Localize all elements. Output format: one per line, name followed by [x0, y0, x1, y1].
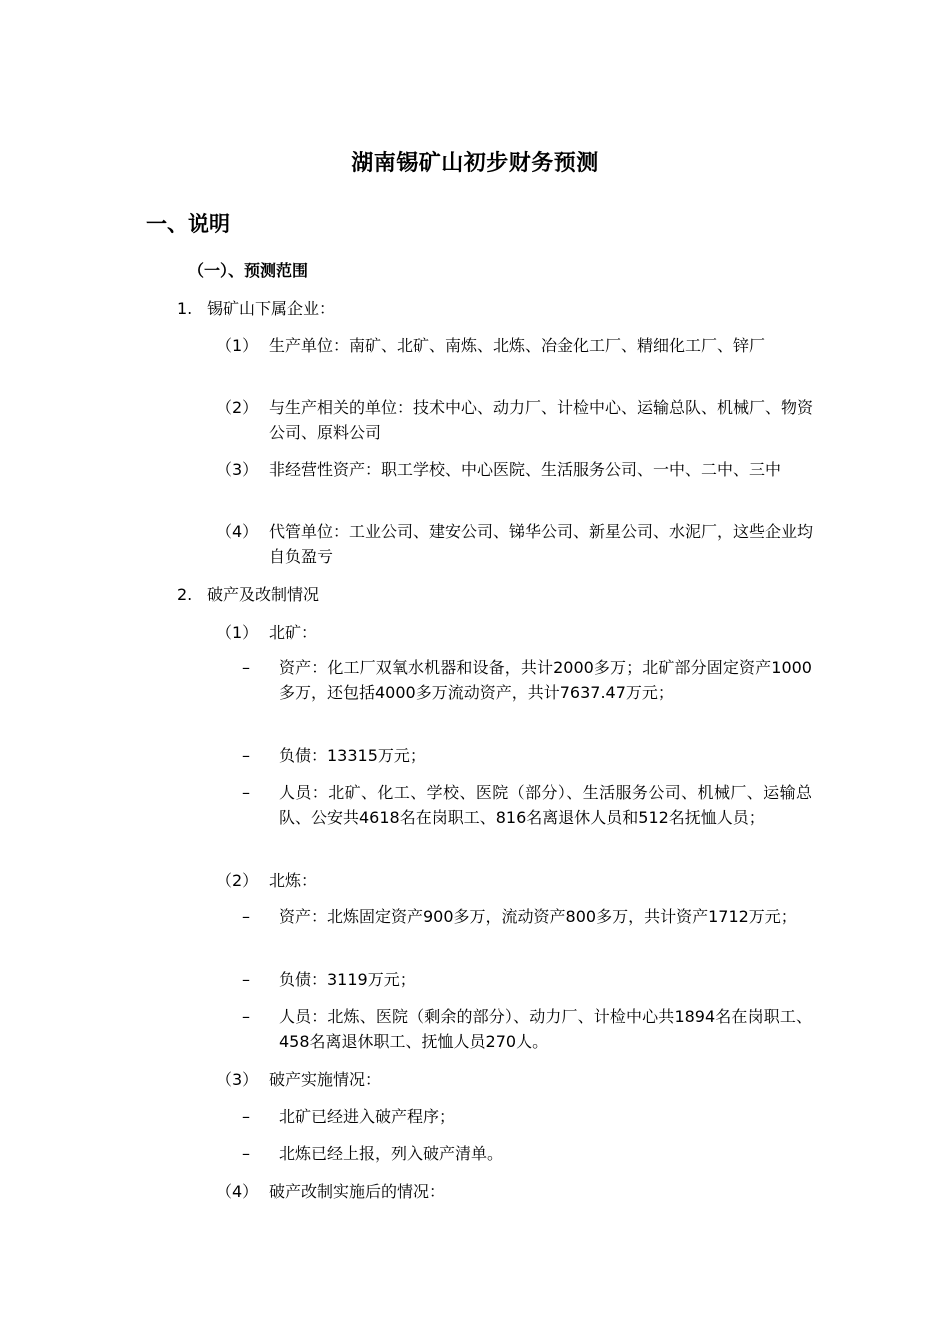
bullet-text: 人员：北炼、医院（剩余的部分）、动力厂、计检中心共1894名在岗职工、458名离退休职工、抚恤人员270人。 [279, 1007, 812, 1051]
bullet-beilian-bankruptcy [242, 1141, 812, 1166]
bullet-beilian-assets [242, 904, 812, 929]
sub-item-label: （3） [216, 460, 259, 479]
bullet-beikuang-assets [242, 655, 812, 705]
dash-marker: – [242, 1144, 250, 1163]
sub-item-label: （4） [216, 1182, 259, 1201]
dash-marker: – [242, 970, 250, 989]
sub-item-non-operating-assets [216, 457, 820, 482]
dash-marker: – [242, 907, 250, 926]
sub-item-label: （2） [216, 398, 259, 417]
sub-item-text: 代管单位：工业公司、建安公司、锑华公司、新星公司、水泥厂，这些企业均自负盈亏 [269, 522, 814, 566]
bullet-text: 资产：化工厂双氧水机器和设备，共计2000多万；北矿部分固定资产1000多万，还包括4000多万流动资产，共计7637.47万元； [279, 658, 812, 702]
numbered-item-1 [177, 296, 335, 319]
sub-item-text: 非经营性资产：职工学校、中心医院、生活服务公司、一中、二中、三中 [269, 460, 782, 479]
item-number: 2. [177, 585, 193, 604]
bullet-text: 北矿已经进入破产程序； [279, 1107, 456, 1126]
sub-item-label: （4） [216, 522, 259, 541]
sub-item-text: 北矿： [269, 623, 318, 642]
sub-item-text: 破产改制实施后的情况： [269, 1182, 446, 1201]
bullet-text: 人员：北矿、化工、学校、医院（部分）、生活服务公司、机械厂、运输总队、公安共4618名在岗职工、816名离退休人员和512名抚恤人员； [279, 783, 812, 827]
dash-marker: – [242, 746, 250, 765]
item-number: 1. [177, 299, 193, 318]
section-heading-explanation: 一、说明 [146, 212, 230, 236]
document-title: 湖南锡矿山初步财务预测 [351, 151, 599, 176]
bullet-beikuang-personnel [242, 780, 812, 830]
bullet-text: 负债：13315万元； [279, 746, 426, 765]
sub-item-beikuang [216, 620, 820, 645]
bullet-beikuang-liabilities [242, 743, 812, 768]
dash-marker: – [242, 1007, 250, 1026]
dash-marker: – [242, 658, 250, 677]
item-text: 锡矿山下属企业： [207, 299, 336, 318]
bullet-text: 负债：3119万元； [279, 970, 416, 989]
sub-item-production-units [216, 333, 820, 358]
bullet-text: 资产：北炼固定资产900多万，流动资产800多万，共计资产1712万元； [279, 907, 797, 926]
sub-item-post-restructuring [216, 1179, 820, 1204]
sub-item-text: 北炼： [269, 871, 318, 890]
sub-item-text: 生产单位：南矿、北矿、南炼、北炼、冶金化工厂、精细化工厂、锌厂 [269, 336, 766, 355]
sub-item-text: 破产实施情况： [269, 1070, 382, 1089]
subsection-heading-scope: （一）、预测范围 [188, 261, 309, 280]
sub-item-related-units [216, 395, 820, 445]
sub-item-beilian [216, 868, 820, 893]
bullet-beilian-liabilities [242, 967, 812, 992]
bullet-beikuang-bankruptcy [242, 1104, 812, 1129]
sub-item-label: （1） [216, 623, 259, 642]
bullet-beilian-personnel [242, 1004, 812, 1054]
sub-item-bankruptcy-status [216, 1067, 820, 1092]
sub-item-managed-units [216, 519, 820, 569]
sub-item-label: （1） [216, 336, 259, 355]
numbered-item-2 [177, 582, 319, 605]
dash-marker: – [242, 783, 250, 802]
dash-marker: – [242, 1107, 250, 1126]
sub-item-label: （2） [216, 871, 259, 890]
sub-item-text: 与生产相关的单位：技术中心、动力厂、计检中心、运输总队、机械厂、物资公司、原料公司 [269, 398, 814, 442]
bullet-text: 北炼已经上报，列入破产清单。 [279, 1144, 504, 1163]
item-text: 破产及改制情况 [207, 585, 320, 604]
sub-item-label: （3） [216, 1070, 259, 1089]
